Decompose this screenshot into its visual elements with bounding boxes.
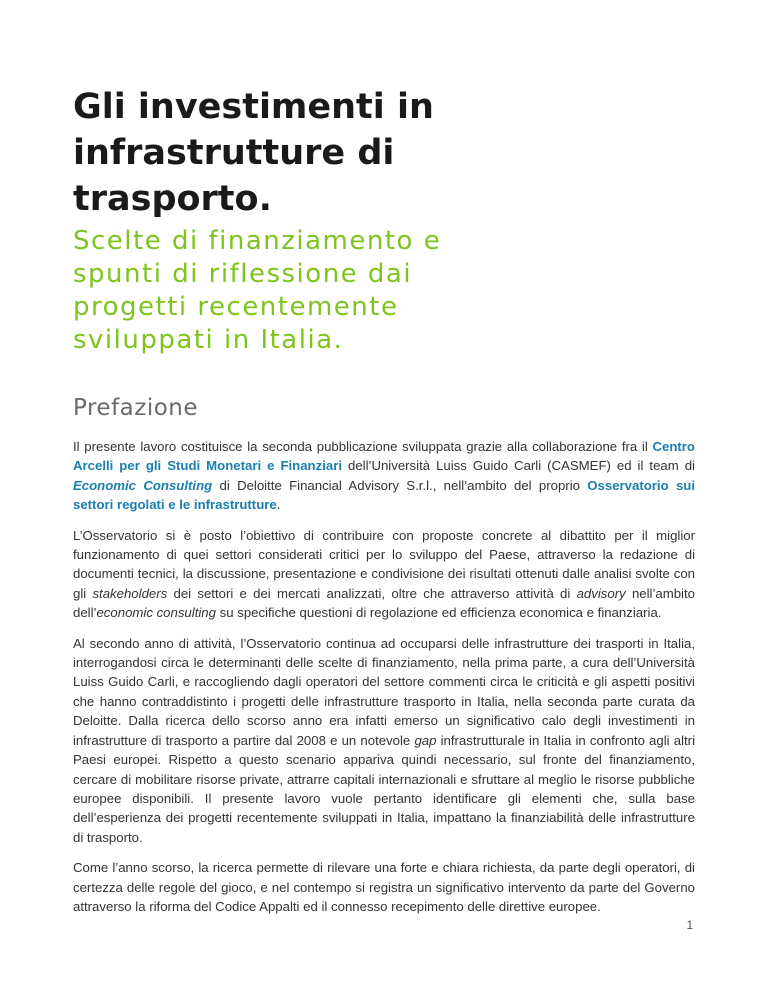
text-segment: nell’ambito dell’ [73, 585, 695, 621]
doc-subtitle [73, 225, 695, 357]
section-heading-prefazione: Prefazione [73, 395, 199, 421]
paragraph-3 [73, 634, 695, 847]
text-segment: L’Osservatorio si è posto l’obiettivo di contribuire con proposte concrete al dibattito per il miglior funzionamento di quei settori considerati critici per lo sviluppo del Paese, attraverso la redazione di documenti tecnici, la discussione, presentazione e condivisione dei risultati ottenuti dalle analisi svolte con gli [73, 527, 695, 601]
doc-title [73, 84, 695, 222]
economic-consulting-term: economic consulting [96, 605, 216, 621]
osservatorio-highlight: Osservatorio sui settori regolati e le infrastrutture [73, 477, 696, 513]
text-segment: Come l’anno scorso, la ricerca permette di rilevare una forte e chiara richiesta, da parte degli operatori, di certezza delle regole del gioco, e nel contempo si registra un significativo intervento da parte del Governo attraverso la riforma del Codice Appalti ed il connesso recepimento delle direttive europee. [73, 860, 695, 914]
text-segment: infrastrutturale in Italia in confronto agli altri Paesi europei. Rispetto a questo scenario appariva quindi necessario, sul fronte del finanziamento, cercare di mobilitare risorse private, attrarre capitali internazionali e sfruttare al meglio le risorse pubbliche europee disponibili. Il presente lavoro vuole pertanto identificare gli elementi che, sulla base dell’esperienza dei progetti recentemente sviluppati in Italia, impattano la finanziabilità delle infrastrutture di trasporto. [73, 732, 695, 845]
advisory-term: advisory [576, 585, 626, 601]
text-segment: Al secondo anno di attività, l’Osservatorio continua ad occuparsi delle infrastrutture dei trasporti in Italia, interrogandosi circa le determinanti delle scelte di finanziamento, nella prima parte, a cura dell’Università Luiss Guido Carli, e raccogliendo dagli operatori del settore commenti circa le criticità e gli aspetti positivi che hanno contraddistinto i progetti delle infrastrutture trasporto in Italia, nella seconda parte curata da Deloitte. Dalla ricerca dello scorso anno era infatti emerso un significativo calo degli investimenti in infrastrutture di trasporto a partire dal 2008 e un notevole [73, 635, 695, 748]
doc-subtitle-line: progetti recentemente [73, 292, 399, 322]
paragraph-4 [73, 858, 695, 916]
page-content [73, 0, 695, 927]
text-segment: . [276, 497, 281, 513]
stakeholders-term: stakeholders [92, 585, 168, 601]
centro-arcelli-highlight: Centro Arcelli per gli Studi Monetari e Finanziari [73, 439, 695, 474]
text-segment: dei settori e dei mercati analizzati, oltre che attraverso attività di [167, 585, 577, 601]
doc-subtitle-line: Scelte di finanziamento e [73, 226, 442, 256]
page-number: 1 [686, 920, 693, 932]
text-segment: su specifiche questioni di regolazione ed efficienza economica e finanziaria. [215, 605, 662, 621]
doc-subtitle-line: spunti di riflessione dai [73, 259, 413, 289]
doc-title-line: Gli investimenti in [73, 87, 434, 127]
text-segment: Il presente lavoro costituisce la seconda pubblicazione sviluppata grazie alla collaborazione fra il [73, 439, 653, 454]
text-segment: di Deloitte Financial Advisory S.r.l., nell’ambito del proprio [212, 477, 588, 493]
text-segment: dell’Università Luiss Guido Carli (CASMEF) ed il team di [342, 458, 695, 474]
doc-title-line: infrastrutture di [73, 133, 395, 173]
doc-subtitle-line: sviluppati in Italia. [73, 325, 344, 355]
doc-title-line: trasporto. [73, 179, 272, 219]
economic-consulting-highlight: Economic Consulting [73, 477, 213, 493]
paragraph-2 [73, 526, 695, 623]
paragraph-1 [73, 437, 695, 515]
gap-term: gap [414, 732, 437, 748]
body-text [73, 437, 695, 916]
